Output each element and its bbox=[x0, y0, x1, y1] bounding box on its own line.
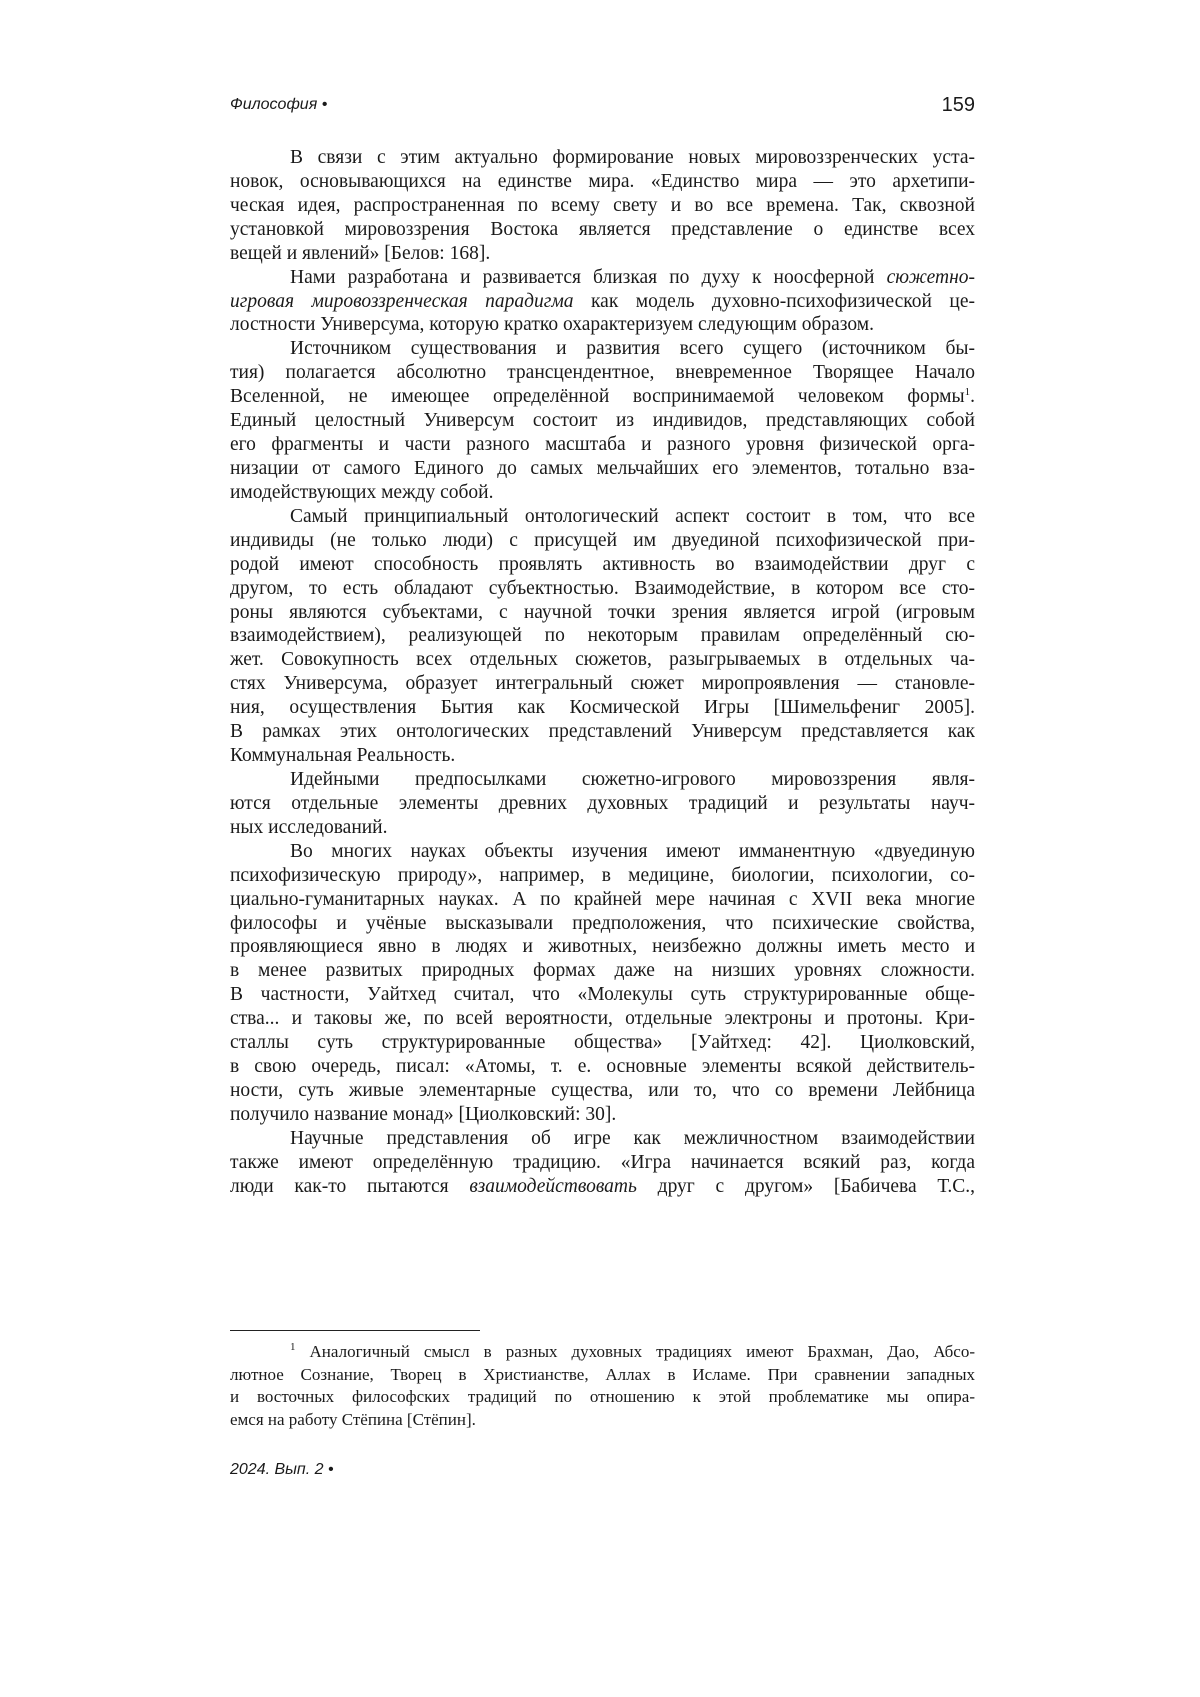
emphasis-text: взаимодействовать bbox=[469, 1176, 637, 1197]
text-line bbox=[230, 1386, 975, 1409]
text-line bbox=[230, 266, 975, 290]
text-segment: Источником существования и развития всего сущего (источником бы- bbox=[290, 338, 975, 359]
text-line bbox=[230, 1079, 975, 1103]
text-segment: роны являются субъектами, с научной точки зрения является игрой (игровым bbox=[230, 602, 975, 623]
text-segment: Нами разработана и развивается близкая по духу к ноосферной bbox=[290, 267, 887, 288]
text-segment: циально-гуманитарных науках. А по крайней мере начиная с XVII века многие bbox=[230, 889, 975, 910]
text-segment: Самый принципиальный онтологический аспект состоит в том, что все bbox=[290, 506, 975, 527]
text-segment: его фрагменты и части разного масштаба и разного уровня физической орга- bbox=[230, 434, 975, 455]
text-line bbox=[230, 1364, 975, 1387]
text-line bbox=[230, 792, 975, 816]
text-line bbox=[230, 768, 975, 792]
paragraph bbox=[230, 266, 975, 338]
text-segment: друг с другом» [Бабичева Т.С., bbox=[637, 1176, 975, 1197]
paragraph bbox=[230, 768, 975, 840]
emphasis-text: игровая мировоззренческая парадигма bbox=[230, 291, 574, 312]
paragraph bbox=[230, 1127, 975, 1199]
text-segment: стях Универсума, образует интегральный сюжет миропроявления — становле- bbox=[230, 673, 975, 694]
text-segment: другом, то есть обладают субъектностью. Взаимодействие, в котором все сто- bbox=[230, 578, 975, 599]
footnotes bbox=[230, 1341, 975, 1431]
paragraph bbox=[230, 840, 975, 1127]
text-line bbox=[230, 696, 975, 720]
text-line bbox=[230, 385, 975, 409]
text-segment: сталлы суть структурированные общества» [Уайтхед: 42]. Циолковский, bbox=[230, 1032, 975, 1053]
text-segment: Во многих науках объекты изучения имеют имманентную «двуединую bbox=[290, 841, 975, 862]
text-segment: философы и учёные высказывали предположения, что психические свойства, bbox=[230, 913, 975, 934]
text-segment: ности, суть живые элементарные существа, или то, что со времени Лейбница bbox=[230, 1080, 975, 1101]
text-segment: взаимодействием), реализующей по некоторым правилам определённый сю- bbox=[230, 625, 975, 646]
text-segment: также имеют определённую традицию. «Игра начинается всякий раз, когда bbox=[230, 1152, 975, 1173]
text-segment: вещей и явлений» [Белов: 168]. bbox=[230, 243, 490, 264]
text-line bbox=[230, 1151, 975, 1175]
text-line bbox=[230, 1341, 975, 1364]
text-segment: ства... и таковы же, по всей вероятности, отдельные электроны и протоны. Кри- bbox=[230, 1008, 975, 1029]
text-segment: родой имеют способность проявлять активность во взаимодействии друг с bbox=[230, 554, 975, 575]
text-line bbox=[230, 912, 975, 936]
paragraph bbox=[230, 337, 975, 504]
footnote-divider bbox=[230, 1330, 480, 1331]
text-line bbox=[230, 505, 975, 529]
footnote-marker: 1 bbox=[965, 386, 971, 398]
text-line bbox=[230, 1175, 975, 1199]
text-segment: В связи с этим актуально формирование новых мировоззренческих уста- bbox=[290, 147, 975, 168]
text-segment: Единый целостный Универсум состоит из индивидов, представляющих собой bbox=[230, 410, 975, 431]
text-segment: психофизическую природу», например, в медицине, биологии, психологии, со- bbox=[230, 865, 975, 886]
text-segment: Вселенной, не имеющее определённой воспринимаемой человеком формы bbox=[230, 386, 965, 407]
running-footer: 2024. Вып. 2 • bbox=[230, 1461, 334, 1479]
text-segment: лостности Универсума, которую кратко охарактеризуем следующим образом. bbox=[230, 314, 874, 335]
text-line bbox=[230, 313, 975, 337]
text-segment: Коммунальная Реальность. bbox=[230, 745, 455, 766]
text-line bbox=[230, 1007, 975, 1031]
text-line bbox=[230, 553, 975, 577]
text-line bbox=[230, 1031, 975, 1055]
text-segment: в менее развитых природных формах даже на низших уровнях сложности. bbox=[230, 960, 975, 981]
text-segment: Идейными предпосылками сюжетно-игрового мировоззрения явля- bbox=[290, 769, 975, 790]
page-number: 159 bbox=[942, 94, 975, 117]
text-segment: В рамках этих онтологических представлений Универсум представляется как bbox=[230, 721, 975, 742]
text-line bbox=[230, 816, 975, 840]
text-line bbox=[230, 290, 975, 314]
text-line bbox=[230, 1409, 975, 1432]
text-line bbox=[230, 361, 975, 385]
text-line bbox=[230, 720, 975, 744]
text-line bbox=[230, 433, 975, 457]
text-segment: ных исследований. bbox=[230, 817, 388, 838]
text-line bbox=[230, 744, 975, 768]
text-segment: получило название монад» [Циолковский: 30]. bbox=[230, 1104, 616, 1125]
text-line bbox=[230, 146, 975, 170]
text-segment: как модель духовно-психофизической це- bbox=[574, 291, 975, 312]
text-segment: имодействующих между собой. bbox=[230, 482, 494, 503]
text-segment: В частности, Уайтхед считал, что «Молекулы суть структурированные обще- bbox=[230, 984, 975, 1005]
emphasis-text: сюжетно- bbox=[887, 267, 975, 288]
text-line bbox=[230, 935, 975, 959]
text-segment: индивиды (не только люди) с присущей им двуединой психофизической при- bbox=[230, 530, 975, 551]
text-segment: в свою очередь, писал: «Атомы, т. е. основные элементы всякой действитель- bbox=[230, 1056, 975, 1077]
text-segment: установкой мировоззрения Востока является представление о единстве всех bbox=[230, 219, 975, 240]
paragraph bbox=[230, 146, 975, 266]
text-line bbox=[230, 457, 975, 481]
text-line bbox=[230, 194, 975, 218]
text-line bbox=[230, 959, 975, 983]
text-segment: ния, осуществления Бытия как Космической Игры [Шимельфениг 2005]. bbox=[230, 697, 975, 718]
text-segment: и восточных философских традиций по отношению к этой проблематике мы опира- bbox=[230, 1387, 975, 1406]
text-line bbox=[230, 242, 975, 266]
text-line bbox=[230, 337, 975, 361]
text-line bbox=[230, 170, 975, 194]
text-line bbox=[230, 1055, 975, 1079]
text-line bbox=[230, 409, 975, 433]
footnote-marker: 1 bbox=[290, 1341, 296, 1353]
text-line bbox=[230, 888, 975, 912]
section-title: Философия • bbox=[230, 96, 327, 114]
text-line bbox=[230, 529, 975, 553]
text-line bbox=[230, 577, 975, 601]
text-line bbox=[230, 218, 975, 242]
text-line bbox=[230, 601, 975, 625]
text-segment: Научные представления об игре как межличностном взаимодействии bbox=[290, 1128, 975, 1149]
text-line bbox=[230, 840, 975, 864]
text-segment: . bbox=[970, 386, 975, 407]
text-line bbox=[230, 1127, 975, 1151]
text-line bbox=[230, 983, 975, 1007]
text-line bbox=[230, 864, 975, 888]
text-line bbox=[230, 1103, 975, 1127]
running-header bbox=[230, 94, 975, 120]
footnote bbox=[230, 1341, 975, 1431]
text-segment: люди как-то пытаются bbox=[230, 1176, 469, 1197]
text-line bbox=[230, 672, 975, 696]
text-segment: тия) полагается абсолютно трансцендентное, вневременное Творящее Начало bbox=[230, 362, 975, 383]
text-segment: проявляющиеся явно в людях и животных, неизбежно должны иметь место и bbox=[230, 936, 975, 957]
body-text bbox=[230, 146, 975, 1199]
text-line bbox=[230, 481, 975, 505]
text-segment: ческая идея, распространенная по всему свету и во все времена. Так, сквозной bbox=[230, 195, 975, 216]
text-segment: лютное Сознание, Творец в Христианстве, Аллах в Исламе. При сравнении западных bbox=[230, 1365, 975, 1384]
text-segment: емся на работу Стёпина [Стёпин]. bbox=[230, 1410, 476, 1429]
text-segment: Аналогичный смысл в разных духовных традициях имеют Брахман, Дао, Абсо- bbox=[296, 1342, 976, 1361]
text-segment: низации от самого Единого до самых мельчайших его элементов, тотально вза- bbox=[230, 458, 975, 479]
text-segment: новок, основывающихся на единстве мира. «Единство мира — это архетипи- bbox=[230, 171, 975, 192]
paragraph bbox=[230, 505, 975, 768]
text-line bbox=[230, 648, 975, 672]
text-line bbox=[230, 624, 975, 648]
text-segment: жет. Совокупность всех отдельных сюжетов, разыгрываемых в отдельных ча- bbox=[230, 649, 975, 670]
text-segment: ются отдельные элементы древних духовных традиций и результаты науч- bbox=[230, 793, 975, 814]
